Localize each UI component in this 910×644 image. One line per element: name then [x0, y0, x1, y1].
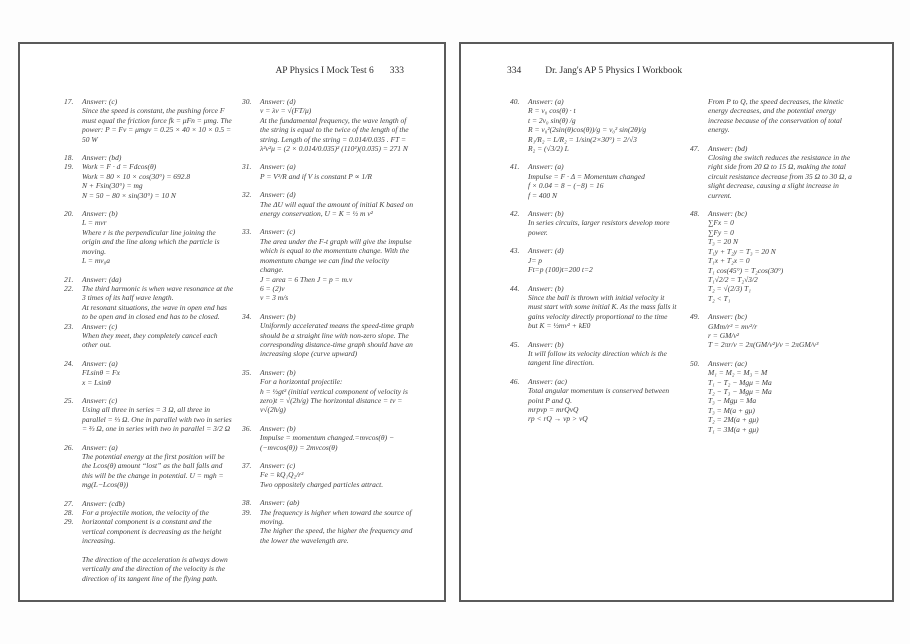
answer-line: f × 0.04 = 8 − (−8) = 16: [528, 181, 604, 191]
answer-line: Answer: (a): [260, 162, 296, 172]
answer-block: [242, 461, 414, 489]
answer-text: [528, 284, 678, 331]
answer-item: [242, 461, 414, 489]
answer-line: [82, 546, 234, 555]
question-number: 40.: [510, 97, 520, 106]
answer-line: T₁ cos(45°) = T₂cos(30°): [708, 265, 784, 275]
answer-text: [260, 498, 414, 507]
question-number: 42.: [510, 209, 520, 219]
answer-text: [82, 359, 234, 387]
answer-line: N + Fsin(30°) = mg: [82, 181, 143, 191]
question-number: 49.: [690, 312, 700, 322]
answer-text: [82, 396, 234, 434]
answer-item: [242, 498, 414, 507]
answer-line: Answer: (d): [260, 97, 296, 106]
answer-line: T₁ − T₂ − Mgμ = Ma: [708, 377, 772, 387]
answer-line: R = v₀²(2sin(θ)cos(θ))/g = v₀² sin(2θ)/g: [528, 125, 647, 135]
answer-line: T₂ = √(2/3) T₁: [708, 284, 751, 294]
answer-line: R₁/R₂ = L/R₂ = 1/sin(2×30°) = 2/√3: [528, 134, 637, 144]
answer-line: The direction of the acceleration is always down vertically and the direction of the velocity is the direction of its tangent line of the flying path.: [82, 555, 228, 583]
answer-line: Where r is the perpendicular line joining the origin and the line along which the particle is moving.: [82, 227, 220, 256]
answer-item: [690, 144, 862, 200]
answer-text: [82, 153, 234, 162]
question-number: 33.: [242, 227, 252, 237]
answer-item: [64, 162, 234, 200]
answer-item: [64, 396, 234, 434]
answer-item: [64, 443, 234, 490]
answer-text: [82, 275, 234, 284]
question-number: 36.: [242, 423, 252, 433]
answer-item: [64, 209, 234, 265]
answer-text: [82, 322, 234, 350]
answer-line: FLsinθ = Fx: [82, 368, 120, 378]
answer-line: At the fundamental frequency, the wave length of the string is equal to the twice of the length of the string. Length of the string = 0.014/0.035 . FT = λ²v²μ = (2 × 0.014/0.035)² (110²)(0.035) = 271 N: [260, 115, 409, 154]
answer-line: Answer: (da): [82, 274, 122, 284]
question-number: 21.: [64, 274, 74, 284]
answer-text: [82, 508, 234, 583]
answer-line: In series circuits, larger resistors develop more power.: [528, 218, 670, 237]
answer-line: J = area = 6 Then J = p = m.v: [260, 274, 353, 284]
answer-line: r = GM/v²: [708, 330, 740, 340]
answer-item: [242, 97, 414, 153]
answer-line: T₁√2/2 = T₂√3/2: [708, 274, 758, 284]
answer-line: T₁y + T₂y = T₃ = 20 N: [708, 246, 776, 256]
answer-line: R = v₀ cos(θ) · t: [528, 106, 576, 116]
right-page-header: [507, 66, 682, 77]
question-number: 19.: [64, 162, 74, 172]
answer-text: [260, 162, 414, 181]
answer-line: Answer: (d): [260, 190, 296, 200]
left-header-title: AP Physics I Mock Test 6: [275, 66, 374, 76]
answer-text: [260, 508, 414, 546]
answer-block: [690, 312, 862, 350]
question-number: 24.: [64, 358, 74, 368]
answer-text: [260, 227, 414, 302]
question-number: [690, 97, 708, 135]
answer-item: [690, 359, 862, 434]
answer-line: Answer: (c): [82, 97, 118, 106]
answer-line: Impulse = F · Δ = Momentum changed: [528, 171, 645, 181]
answer-line: Answer: (a): [528, 162, 564, 172]
answer-text: [260, 368, 414, 415]
answer-line: Answer: (ab): [260, 498, 300, 508]
answer-line: Answer: (c): [260, 461, 296, 470]
answer-item: [510, 340, 678, 368]
answer-block: [510, 340, 678, 368]
question-number: 38.: [242, 498, 252, 508]
answer-line: ∑Fx = 0: [708, 218, 734, 228]
answer-text: [528, 340, 678, 368]
answer-line: x = Lsinθ: [82, 377, 111, 387]
answer-block: [690, 209, 862, 303]
left-page-column-1: [64, 97, 234, 592]
question-number: 44.: [510, 283, 520, 293]
answer-line: The area under the F-t graph will give the impulse which is equal to the momentum change. With the momentum change we can find the velocity change.: [260, 236, 412, 275]
answer-line: T₁x + T₂x = 0: [708, 256, 750, 266]
answer-item: [510, 97, 678, 153]
answer-block: [242, 498, 414, 545]
answer-line: Answer: (b): [528, 283, 564, 293]
answer-line: rp < rQ → vp > vQ: [528, 414, 588, 424]
answer-line: T = 2πr/v = 2π(GM/v²)/v = 2πGM/v³: [708, 340, 819, 350]
answer-line: Fe = kQ₁Q₂/r²: [260, 470, 304, 480]
answer-line: The frequency is higher when toward the source of moving.: [260, 507, 412, 527]
answer-text: [82, 162, 234, 200]
answer-item: [64, 499, 234, 508]
answer-line: T₃ − Mgμ = Ma: [708, 396, 757, 406]
answer-item: [242, 190, 414, 218]
answer-line: f = 400 N: [528, 190, 558, 200]
question-number: 25.: [64, 395, 74, 405]
answer-line: Answer: (bd): [82, 153, 122, 163]
answer-text: [708, 144, 862, 200]
answer-line: Answer: (b): [260, 367, 296, 377]
answer-line: The third harmonic is when wave resonance at the 3 times of its half wave length.: [82, 283, 234, 303]
answer-line: From P to Q, the speed decreases, the kinetic energy decreases, and the potential energy increase because of the conservation of total energy.: [708, 97, 844, 135]
answer-text: [708, 97, 862, 135]
answer-line: ∑Fy = 0: [708, 227, 734, 237]
answer-line: Ft=p (100)t=200 t=2: [528, 265, 593, 275]
answer-line: Work = F · d = Fdcos(θ): [82, 162, 157, 172]
answer-item: [510, 284, 678, 331]
question-number: 35.: [242, 367, 252, 377]
answer-block: [242, 227, 414, 302]
answer-item: [64, 153, 234, 162]
answer-block: [242, 97, 414, 153]
answer-line: h = ½gt² (initial vertical component of velocity is zero)t = √(2h/g) The horizontal distance = tv = v√(2h/g): [260, 386, 408, 415]
answer-item: [242, 368, 414, 415]
answer-item: [242, 508, 414, 546]
answer-block: [64, 153, 234, 200]
answer-text: [528, 246, 678, 274]
answer-text: [708, 359, 862, 434]
answer-line: R₂ = (√3/2) L: [528, 144, 569, 154]
answer-line: Answer: (d): [528, 246, 564, 256]
page-right: [459, 42, 894, 602]
answer-line: T₂ < T₁: [708, 293, 731, 303]
answer-line: v = λv = √(FT/μ): [260, 106, 312, 116]
answer-line: Answer: (b): [528, 209, 564, 219]
question-number: 39.: [242, 507, 252, 517]
answer-line: Since the speed is constant, the pushing force F must equal the friction force fk = μFn = μmg. The power: P = Fv = μmgv = 0.25 × 40 × 10 × 0.5 = 50 W: [82, 106, 232, 144]
answer-line: Answer: (a): [82, 358, 118, 368]
answer-block: [242, 190, 414, 218]
answer-line: T₃ = M(a + gμ): [708, 405, 755, 415]
question-number: 26.: [64, 442, 74, 452]
answer-line: L = mv₀a: [82, 256, 110, 266]
answer-line: Closing the switch reduces the resistance in the right side from 20 Ω to 15 Ω, making the total circuit resistance decrease from 35 Ω to 30 Ω, a slight decrease, causing a slight increase in current.: [708, 153, 852, 200]
answer-item: [64, 97, 234, 144]
answer-item: [64, 275, 234, 284]
answer-line: Answer: (b): [260, 311, 296, 321]
answer-line: mrpvp = mrQvQ: [528, 404, 579, 414]
answer-block: [64, 97, 234, 144]
answer-block: [242, 368, 414, 415]
question-number: 17.: [64, 97, 74, 106]
answer-block: [510, 162, 678, 200]
answer-text: [82, 443, 234, 490]
answer-block: [64, 443, 234, 490]
answer-block: [690, 359, 862, 434]
answer-line: Answer: (bc): [708, 312, 747, 322]
answer-line: L = mvr: [82, 218, 107, 228]
answer-block: [510, 209, 678, 237]
answer-line: T₃ = 20 N: [708, 237, 738, 247]
answer-text: [260, 461, 414, 489]
answer-line: Work = 80 × 10 × cos(30°) = 692.8: [82, 171, 191, 181]
right-page-number: 334: [507, 66, 522, 76]
answer-item: [64, 508, 234, 583]
answer-line: GMm/r² = mv²/r: [708, 321, 758, 331]
page-left: [18, 42, 446, 602]
answer-block: [64, 499, 234, 584]
answer-item: [510, 209, 678, 237]
question-number: 31.: [242, 162, 252, 172]
answer-line: Answer: (bc): [708, 209, 747, 219]
answer-line: 6 = (2)v: [260, 283, 285, 293]
answer-item: [690, 312, 862, 350]
answer-block: [690, 144, 862, 200]
answer-text: [708, 312, 862, 350]
question-number: 46.: [510, 376, 520, 386]
left-page-column-2: [242, 97, 414, 554]
left-page-header: [275, 66, 404, 77]
answer-line: When they meet, they completely cancel each other out.: [82, 330, 218, 350]
answer-line: T₂ = 2M(a + gμ): [708, 415, 759, 425]
answer-item: [64, 359, 234, 387]
answer-text: [260, 190, 414, 218]
answer-line: It will follow its velocity direction which is the tangent line direction.: [528, 348, 667, 368]
question-number: 45.: [510, 339, 520, 349]
answer-line: N = 50 − 80 × sin(30°) = 10 N: [82, 190, 176, 200]
answer-line: t = 2v₀ sin(θ) /g: [528, 115, 576, 125]
answer-line: For a projectile motion, the velocity of the horizontal component is a constant and the vertical component is decreasing as the height increasing.: [82, 508, 222, 546]
answer-line: Answer: (b): [260, 423, 296, 433]
question-number: 47.: [690, 143, 700, 153]
answer-line: At resonant situations, the wave in open end has to be open and in closed end has to be closed.: [82, 302, 227, 322]
question-number: 34.: [242, 311, 252, 321]
answer-line: Answer: (bd): [708, 143, 748, 153]
answer-line: For a horizontal projectile:: [260, 377, 343, 387]
answer-item: [690, 97, 862, 135]
answer-text: [708, 209, 862, 303]
answer-text: [528, 209, 678, 237]
question-number: 32.: [242, 190, 252, 200]
answer-text: [82, 97, 234, 144]
question-number: 23.: [64, 321, 74, 331]
answer-line: Answer: (b): [82, 209, 118, 219]
question-number: 50.: [690, 358, 700, 368]
answer-line: The higher the speed, the higher the frequency and the lower the wavelength are.: [260, 526, 413, 545]
answer-line: Answer: (c): [260, 227, 296, 237]
answer-block: [64, 275, 234, 350]
answer-item: [510, 377, 678, 424]
answer-line: T₁ = 3M(a + gμ): [708, 424, 759, 434]
answer-text: [260, 424, 414, 452]
answer-item: [64, 322, 234, 350]
answer-line: T₂ − T₃ − Mgμ = Ma: [708, 386, 772, 396]
answer-block: [242, 312, 414, 359]
answer-line: Answer: (ac): [528, 376, 567, 386]
question-number: 30.: [242, 97, 252, 106]
right-header-title: Dr. Jang's AP 5 Physics I Workbook: [545, 66, 683, 76]
question-number: 22.: [64, 283, 74, 293]
answer-item: [242, 312, 414, 359]
answer-block: [64, 209, 234, 265]
question-number: 48.: [690, 209, 700, 219]
answer-item: [242, 162, 414, 181]
question-number: 20.: [64, 209, 74, 219]
answer-item: [690, 209, 862, 303]
right-page-column-1: [510, 97, 678, 433]
answer-block: [242, 162, 414, 181]
question-number: 28. 29.: [64, 508, 74, 527]
answer-item: [64, 284, 234, 322]
answer-line: The potential energy at the first position will be the Lcos(θ) amount “lost” as the ball falls and this will be the change in potential. U = mgh = mg(L−Lcos(θ)): [82, 452, 225, 490]
answer-item: [242, 424, 414, 452]
answer-line: Answer: (c): [82, 395, 118, 405]
answer-text: [82, 499, 234, 508]
answer-item: [510, 246, 678, 274]
answer-text: [528, 162, 678, 200]
answer-block: [510, 284, 678, 331]
answer-item: [242, 227, 414, 302]
answer-line: Answer: (ac): [708, 358, 747, 368]
answer-block: [64, 396, 234, 434]
answer-line: v = 3 m/s: [260, 293, 289, 303]
answer-line: Answer: (a): [528, 97, 564, 106]
answer-item: [510, 162, 678, 200]
answer-block: [510, 97, 678, 153]
left-page-number: 333: [389, 66, 404, 76]
question-number: 43.: [510, 246, 520, 256]
answer-text: [260, 97, 414, 153]
question-number: 27.: [64, 498, 74, 508]
answer-text: [82, 209, 234, 265]
answer-line: Uniformly accelerated means the speed-time graph should be a straight line with non-zero slope. The corresponding distance-time graph should have an increasing slope (curve upward): [260, 321, 414, 359]
answer-text: [82, 284, 234, 322]
answer-line: P = V²/R and if V is constant P ∝ 1/R: [260, 171, 372, 181]
question-number: 41.: [510, 162, 520, 172]
answer-block: [510, 246, 678, 274]
answer-block: [510, 377, 678, 424]
answer-text: [528, 377, 678, 424]
answer-line: The ΔU will equal the amount of initial K based on energy conservation, U = K = ½ m v²: [260, 199, 414, 219]
answer-line: Two oppositely charged particles attract.: [260, 479, 384, 489]
answer-line: M₁ = M₂ = M₃ = M: [708, 368, 768, 378]
question-number: 18.: [64, 153, 74, 163]
answer-block: [64, 359, 234, 387]
answer-line: Answer: (c): [82, 321, 118, 331]
answer-line: Impulse = momentum changed.=mvcos(θ) − (−mvcos(θ)) = 2mvcos(θ): [260, 433, 395, 452]
answer-line: Answer: (cdb): [82, 498, 125, 508]
answer-line: J= p: [528, 255, 543, 265]
answer-text: [260, 312, 414, 359]
answer-line: Answer: (b): [528, 339, 564, 349]
answer-line: Since the ball is thrown with initial velocity it must start with some initial K. As the mass falls it gains velocity directly proportional to the time but K = ½mv² + kE0: [528, 292, 677, 331]
answer-line: Answer: (a): [82, 442, 118, 452]
answer-block: [690, 97, 862, 135]
answer-block: [242, 424, 414, 452]
answer-line: Using all three in series = 3 Ω, all three in parallel = ⅓ Ω. One in parallel with two in series = ⅔ Ω, one in series with two in parallel = 3/2 Ω: [82, 405, 232, 434]
answer-text: [528, 97, 678, 153]
right-page-column-2: [690, 97, 862, 443]
question-number: 37.: [242, 461, 252, 470]
answer-line: Total angular momentum is conserved between point P and Q.: [528, 386, 670, 405]
